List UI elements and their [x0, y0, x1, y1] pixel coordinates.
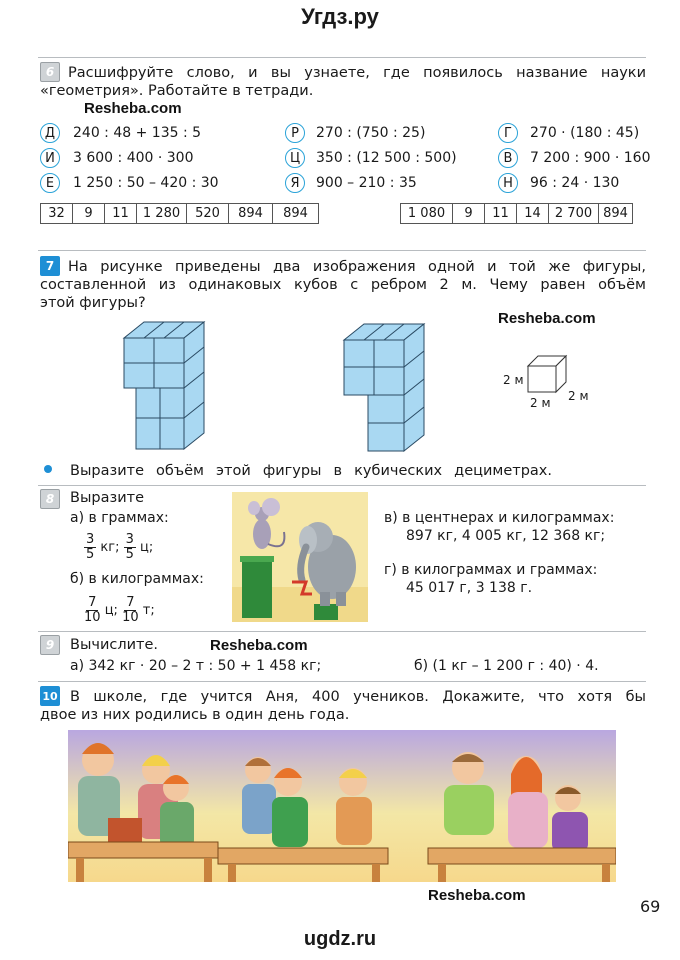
fraction-numerator: 7 [126, 595, 135, 610]
fraction-denominator: 10 [84, 610, 101, 625]
cipher-expression: 7 200 : 900 · 160 [530, 150, 651, 166]
site-title-top: Угдз.ру [301, 4, 379, 29]
single-cube-diagram [526, 354, 574, 394]
cube-figure-left [120, 318, 210, 453]
fraction-unit: кг; [100, 540, 120, 555]
separator [38, 250, 646, 251]
fraction-denominator: 5 [86, 547, 95, 562]
separator [38, 681, 646, 682]
answer-cell: 1 080 [401, 204, 453, 224]
separator [38, 57, 646, 58]
cipher-letter: Е [40, 173, 60, 193]
task9-number: 9 [40, 635, 60, 655]
cipher-expression: 270 : (750 : 25) [316, 125, 426, 141]
answer-cell: 894 [599, 204, 633, 224]
task6-number: 6 [40, 62, 60, 82]
task9-a: а) 342 кг · 20 – 2 т : 50 + 1 458 кг; [70, 658, 322, 674]
fraction-numerator: 3 [86, 532, 95, 547]
watermark: Resheba.com [428, 887, 526, 904]
answer-cell: 11 [485, 204, 517, 224]
cipher-expression: 96 : 24 · 130 [530, 175, 620, 191]
task9-b: б) (1 кг – 1 200 г : 40) · 4. [414, 658, 599, 674]
cipher-letter: Я [285, 173, 305, 193]
fraction-denominator: 5 [125, 547, 134, 562]
fraction-unit: т; [142, 603, 155, 618]
cube-label-bottom: 2 м [530, 396, 551, 410]
watermark: Resheba.com [210, 637, 308, 654]
answer-cell: 1 280 [137, 204, 187, 224]
mouse-elephant-illustration [232, 492, 368, 622]
fraction-unit: ц; [104, 603, 118, 618]
fraction-denominator: 10 [122, 610, 139, 625]
task10-number: 10 [40, 686, 60, 706]
bullet-icon [44, 465, 52, 473]
cipher-letter: Ц [285, 148, 305, 168]
page-number: 69 [640, 897, 661, 916]
cipher-expression: 270 · (180 : 45) [530, 125, 640, 141]
answer-cell: 2 700 [549, 204, 599, 224]
task8-g-label: г) в килограммах и граммах: [384, 562, 598, 578]
task6-text-line1: Расшифруйте слово, и вы узнаете, где появилось название науки [68, 65, 646, 81]
fraction-numerator: 3 [125, 532, 134, 547]
cipher-expression: 240 : 48 + 135 : 5 [73, 125, 202, 141]
task8-v-label: в) в центнерах и килограммах: [384, 510, 615, 526]
answer-cell: 9 [73, 204, 105, 224]
site-title-bottom: ugdz.ru [303, 928, 377, 950]
cipher-letter: И [40, 148, 60, 168]
task8-title: Выразите [70, 490, 144, 506]
task9-title: Вычислите. [70, 637, 159, 653]
task8-b-fractions [84, 596, 155, 625]
fraction-unit: ц; [140, 540, 154, 555]
cipher-letter: Д [40, 123, 60, 143]
cube-label-right: 2 м [568, 389, 589, 403]
answer-cell: 32 [41, 204, 73, 224]
cipher-expression: 3 600 : 400 · 300 [73, 150, 194, 166]
answer-table-right [400, 203, 633, 224]
task10-text-line1: В школе, где учится Аня, 400 учеников. Докажите, что хотя бы [70, 689, 646, 705]
answer-cell: 14 [517, 204, 549, 224]
answer-table-left [40, 203, 319, 224]
cipher-letter: В [498, 148, 518, 168]
task7-text-line3: этой фигуры? [40, 295, 146, 311]
task7-text-line2: составленной из одинаковых кубов с ребром 2 м. Чему равен объём [40, 277, 646, 293]
task8-b-label: б) в килограммах: [70, 571, 204, 587]
answer-cell: 11 [105, 204, 137, 224]
task10-text-line2: двое из них родились в один день года. [40, 707, 350, 723]
task7-text-line1: На рисунке приведены два изображения одной и той же фигуры, [68, 259, 646, 275]
separator [38, 485, 646, 486]
task7-bullet-text: Выразите объём этой фигуры в кубических дециметрах. [70, 463, 552, 479]
task8-number: 8 [40, 489, 60, 509]
task6-text-line2: «геометрия». Работайте в тетради. [40, 83, 314, 99]
cipher-expression: 350 : (12 500 : 500) [316, 150, 457, 166]
cipher-letter: Р [285, 123, 305, 143]
answer-cell: 894 [273, 204, 319, 224]
cube-figure-right [340, 320, 430, 455]
cipher-expression: 1 250 : 50 – 420 : 30 [73, 175, 219, 191]
watermark: Resheba.com [498, 310, 596, 327]
task8-a-label: а) в граммах: [70, 510, 169, 526]
task7-number: 7 [40, 256, 60, 276]
cipher-letter: Н [498, 173, 518, 193]
cipher-expression: 900 – 210 : 35 [316, 175, 417, 191]
cube-label-left: 2 м [503, 373, 524, 387]
classroom-illustration [68, 730, 616, 882]
separator [38, 631, 646, 632]
task8-a-fractions [84, 533, 153, 562]
answer-cell: 9 [453, 204, 485, 224]
fraction-numerator: 7 [88, 595, 97, 610]
answer-cell: 894 [229, 204, 273, 224]
task8-v-values: 897 кг, 4 005 кг, 12 368 кг; [406, 528, 606, 544]
task8-g-values: 45 017 г, 3 138 г. [406, 580, 533, 596]
answer-cell: 520 [187, 204, 229, 224]
watermark: Resheba.com [84, 100, 182, 117]
cipher-letter: Г [498, 123, 518, 143]
